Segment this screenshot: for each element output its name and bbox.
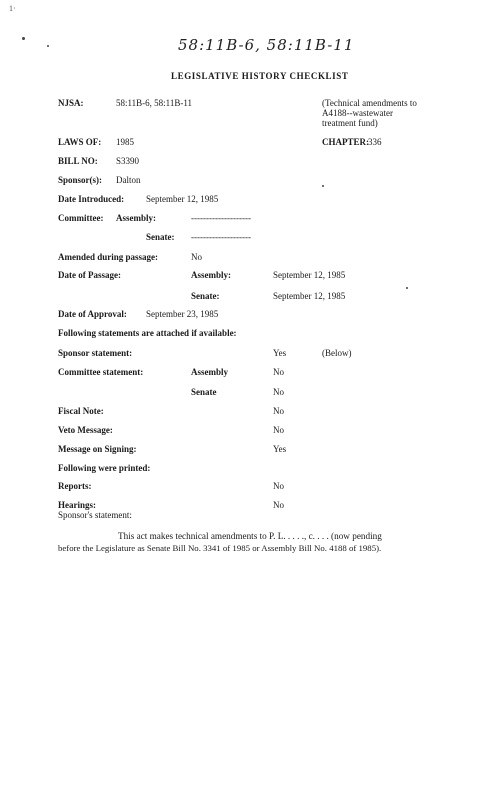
reports-value: No	[273, 481, 284, 491]
sponsors-statement-heading: Sponsor's statement:	[58, 510, 132, 520]
fiscal-note-value: No	[273, 406, 284, 416]
approval-label: Date of Approval:	[58, 309, 127, 319]
passage-label: Date of Passage:	[58, 270, 121, 280]
njsa-label: NJSA:	[58, 98, 84, 108]
njsa-value: 58:11B-6, 58:11B-11	[116, 98, 192, 108]
scan-speck	[406, 287, 408, 289]
chapter-label: CHAPTER:	[322, 137, 369, 147]
committee-statement-senate-value: No	[273, 387, 284, 397]
committee-assembly-value: --------------------	[191, 213, 251, 223]
committee-senate-label: Senate:	[146, 232, 175, 242]
veto-message-value: No	[273, 425, 284, 435]
page-title: LEGISLATIVE HISTORY CHECKLIST	[171, 71, 349, 81]
scan-speck	[47, 45, 49, 47]
sponsor-statement-label: Sponsor statement:	[58, 348, 133, 358]
laws-of-value: 1985	[116, 137, 134, 147]
date-introduced-label: Date Introduced:	[58, 194, 125, 204]
sponsor-statement-value: Yes	[273, 348, 287, 358]
fiscal-note-label: Fiscal Note:	[58, 406, 104, 416]
statement-line-2: before the Legislature as Senate Bill No. 3341 of 1985 or Assembly Bill No. 4188 of 1985).	[58, 543, 382, 553]
njsa-note-line-2: A4188--wastewater	[322, 108, 393, 118]
committee-statement-senate-label: Senate	[191, 387, 217, 397]
reports-label: Reports:	[58, 481, 92, 491]
message-on-signing-value: Yes	[273, 444, 287, 454]
passage-senate-value: September 12, 1985	[273, 291, 346, 301]
njsa-note-line-3: treatment fund)	[322, 118, 378, 128]
scan-speck	[22, 37, 25, 40]
sponsors-label: Sponsor(s):	[58, 175, 103, 185]
committee-statement-assembly-value: No	[273, 367, 284, 377]
committee-assembly-label: Assembly:	[116, 213, 156, 223]
laws-of-label: LAWS OF:	[58, 137, 102, 147]
approval-value: September 23, 1985	[146, 309, 219, 319]
message-on-signing-label: Message on Signing:	[58, 444, 137, 454]
following-attached-heading: Following statements are attached if available:	[58, 328, 237, 338]
passage-assembly-label: Assembly:	[191, 270, 231, 280]
handwritten-statute-annotation: 58:11B-6, 58:11B-11	[178, 36, 355, 54]
chapter-value: 336	[368, 137, 382, 147]
bill-no-value: S3390	[116, 156, 140, 166]
njsa-note-line-1: (Technical amendments to	[322, 98, 417, 108]
amended-value: No	[191, 252, 202, 262]
bill-no-label: BILL NO:	[58, 156, 98, 166]
following-printed-heading: Following were printed:	[58, 463, 151, 473]
statement-line-1: This act makes technical amendments to P. L. . . . ., c. . . . (now pending	[118, 531, 382, 541]
committee-statement-assembly-label: Assembly	[191, 367, 229, 377]
passage-assembly-value: September 12, 1985	[273, 270, 346, 280]
amended-label: Amended during passage:	[58, 252, 159, 262]
corner-mark: 1·	[9, 4, 16, 13]
scan-speck	[322, 185, 324, 187]
committee-label: Committee:	[58, 213, 104, 223]
date-introduced-value: September 12, 1985	[146, 194, 219, 204]
committee-senate-value: --------------------	[191, 232, 251, 242]
veto-message-label: Veto Message:	[58, 425, 113, 435]
sponsor-statement-note: (Below)	[322, 348, 352, 358]
hearings-value: No	[273, 500, 284, 510]
passage-senate-label: Senate:	[191, 291, 220, 301]
committee-statement-label: Committee statement:	[58, 367, 144, 377]
sponsors-value: Dalton	[116, 175, 141, 185]
hearings-label: Hearings:	[58, 500, 96, 510]
